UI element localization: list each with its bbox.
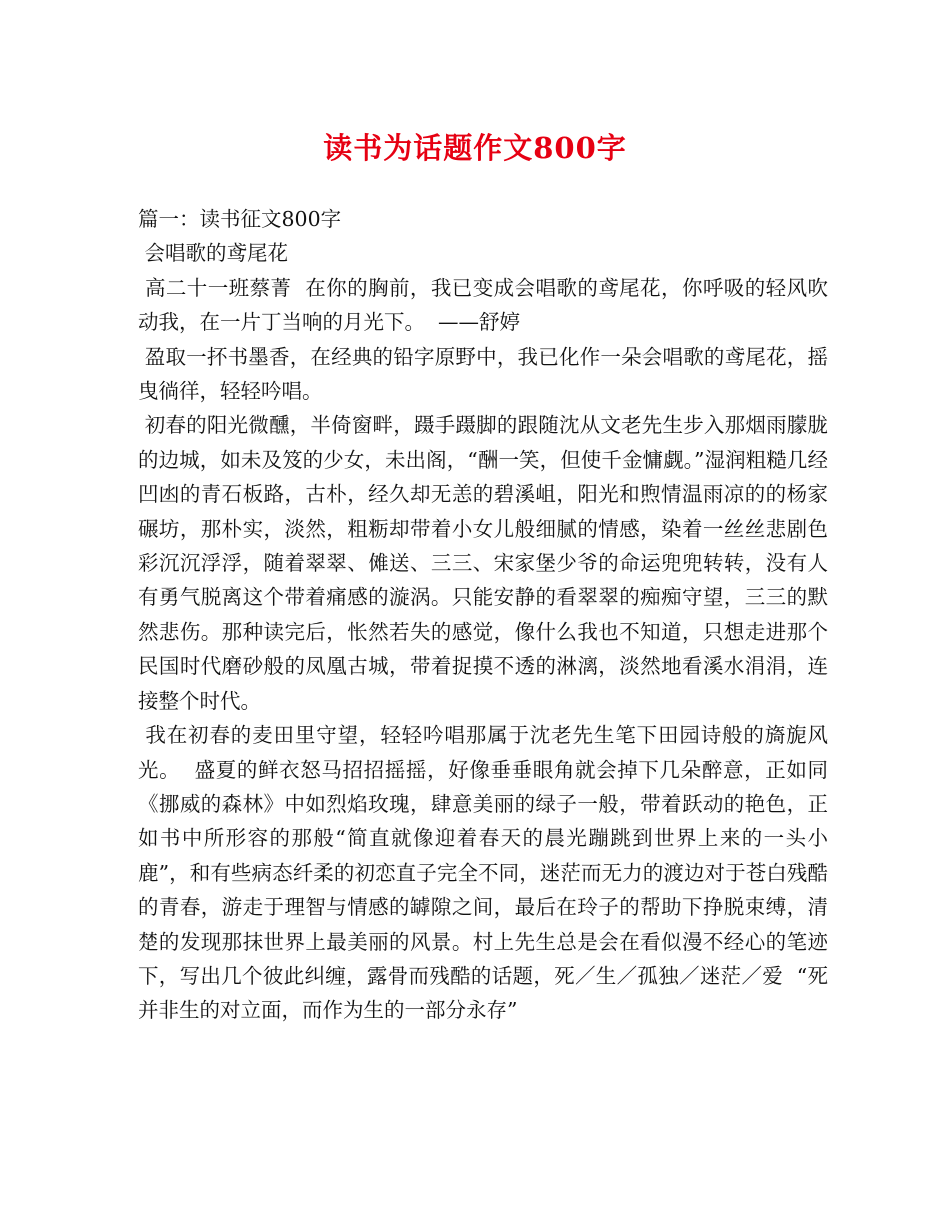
paragraph-essay-title: 会唱歌的鸢尾花 [138,241,289,266]
document-title: 读书为话题作文800字 [323,131,627,165]
paragraph-author-epigraph: 高二十一班蔡菁 在你的胸前，我已变成会唱歌的鸢尾花，你呼吸的轻风吹动我，在一片丁当响的月光下。 ——舒婷 [138,275,828,335]
paragraph-body: 盈取一抔书墨香，在经典的铅字原野中，我已化作一朵会唱歌的鸢尾花，摇曳徜徉，轻轻吟唱。 [138,344,828,404]
document-body [138,202,828,1028]
paragraph-body: 初春的阳光微醺，半倚窗畔，蹑手蹑脚的跟随沈从文老先生步入那烟雨朦胧的边城，如未及笈的少女，未出阁，“酬一笑，但使千金慵觑。”湿润粗糙几经凹凼的青石板路，古朴，经久却无恙的碧溪岨，阳光和煦情温雨凉的的杨家碾坊，那朴实，淡然，粗粝却带着小女儿般细腻的情感，染着一丝丝悲剧色彩沉沉浮浮，随着翠翠、傩送、三三、宋家堡少爷的命运兜兜转转，没有人有勇气脱离这个带着痛感的漩涡。只能安静的看翠翠的痴痴守望，三三的默然悲伤。那种读完后，怅然若失的感觉，像什么我也不知道，只想走进那个民国时代磨砂般的凤凰古城，带着捉摸不透的淋漓，淡然地看溪水涓涓，连接整个时代。 [138,413,828,713]
paragraph-body: 我在初春的麦田里守望，轻轻吟唱那属于沈老先生笔下田园诗般的旖旎风光。 盛夏的鲜衣怒马招招摇摇，好像垂垂眼角就会掉下几朵醉意，正如同《挪威的森林》中如烈焰玫瑰，肆意美丽的绿子一般，带着跃动的艳色，正如书中所形容的那般“简直就像迎着春天的晨光蹦跳到世界上来的一头小鹿”，和有些病态纤柔的初恋直子完全不同，迷茫而无力的渡边对于苍白残酷的青春，游走于理智与情感的罅隙之间，最后在玲子的帮助下挣脱束缚，清楚的发现那抹世界上最美丽的风景。村上先生总是会在看似漫不经心的笔迹下，写出几个彼此纠缠，露骨而残酷的话题，死／生／孤独／迷茫／爱 “死并非生的对立面，而作为生的一部分永存” [138,723,828,1023]
paragraph-section-heading: 篇一：读书征文800字 [138,207,342,231]
